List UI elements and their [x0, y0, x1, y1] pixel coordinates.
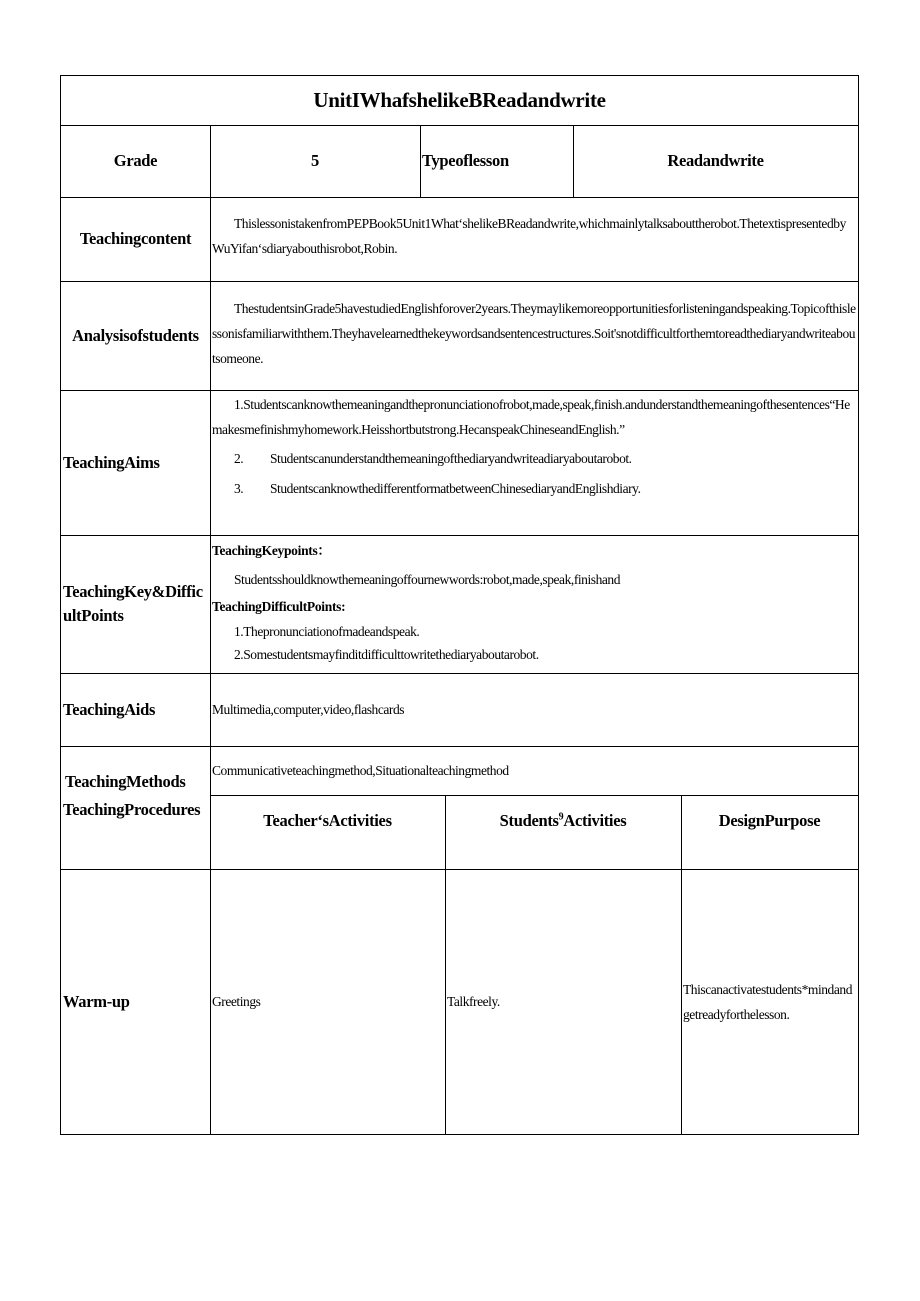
type-value: Readandwrite — [667, 151, 764, 170]
keypoints-text-cell — [210, 535, 859, 674]
aim-item-1 — [212, 392, 856, 442]
warmup-students-text: Talkfreely. — [447, 994, 500, 1009]
key-points-heading: TeachingKeypoints： — [212, 543, 331, 558]
aims-label-cell — [60, 390, 211, 536]
warmup-purpose-cell — [681, 869, 859, 1135]
warmup-purpose-text: Thiscanactivatestudents*mindandgetreadyforthelesson. — [683, 981, 852, 1022]
grade-value: 5 — [311, 151, 319, 170]
key-points-text: Studentsshouldknowthemeaningoffournewwords:robot,made,speak,finishand — [234, 572, 621, 587]
students-activities-sup: 9 — [558, 811, 564, 823]
aim-item-2-text: Studentscanunderstandthemeaningofthediaryandwriteadiaryaboutarobot. — [270, 451, 632, 466]
methods-text-cell — [210, 746, 859, 796]
type-label: Typeoflesson — [422, 151, 509, 170]
content-label: Teachingcontent — [79, 229, 192, 248]
procedures-label: TeachingProcedures — [63, 800, 201, 819]
aids-text: Multimedia,computer,video,flashcards — [212, 702, 405, 717]
students-activities-label-a: Students — [499, 811, 559, 830]
grade-value-cell — [210, 125, 421, 198]
difficult-points-heading: TeachingDifficultPoints: — [212, 599, 346, 614]
lesson-title-text: UnitIWhafshelikeBReadandwrite — [313, 88, 606, 112]
warmup-teacher-cell — [210, 869, 446, 1135]
design-purpose-label: DesignPurpose — [718, 811, 821, 830]
difficult-point-1: 1.Thepronunciationofmadeandspeak. — [234, 624, 420, 639]
students-activities-header — [445, 795, 682, 870]
teacher-activities-label: Teacher‘sActivities — [263, 811, 392, 830]
students-label: Analysisofstudents — [72, 325, 199, 345]
aim-item-3-text: StudentscanknowthedifferentformatbetweenChinesediaryandEnglishdiary. — [270, 481, 641, 496]
procedures-label-cell — [60, 795, 211, 870]
warmup-students-cell — [445, 869, 682, 1135]
students-activities-label — [500, 811, 627, 831]
warmup-label: Warm-up — [63, 991, 130, 1011]
warmup-teacher-text: Greetings — [212, 994, 261, 1009]
aim-item-3-number: 3. — [234, 481, 244, 496]
methods-label-cell — [60, 746, 211, 796]
aim-item-2 — [212, 446, 856, 471]
aim-item-1-text: 1.Studentscanknowthemeaningandthepronunciationofrobot,made,speak,finish.andunderstandthemeaningofthesentences“Hemakesmefinishmyhomework.Heisshortbutstrong.HecanspeakChineseandEnglish.” — [212, 397, 850, 437]
content-label-cell — [60, 197, 211, 282]
keypoints-label-cell — [60, 535, 211, 674]
students-label-cell — [60, 281, 211, 391]
lesson-title — [60, 75, 859, 126]
content-text: ThislessonistakenfromPEPBook5Unit1What‘shelikeBReadandwrite,whichmainlytalksabouttherobot.ThetextispresentedbyWuYifan‘sdiaryabouthisrobot,Robin. — [212, 216, 846, 256]
warmup-label-cell — [60, 869, 211, 1135]
students-activities-label-b: Activities — [563, 811, 627, 830]
methods-label: TeachingMethods — [65, 772, 186, 791]
students-text-cell — [210, 281, 859, 391]
methods-text: Communicativeteachingmethod,Situationalteachingmethod — [212, 763, 509, 778]
type-value-cell — [573, 125, 859, 198]
content-text-cell — [210, 197, 859, 282]
teacher-activities-header — [210, 795, 446, 870]
aids-label-cell — [60, 673, 211, 747]
type-label-cell — [420, 125, 574, 198]
grade-label-cell — [60, 125, 211, 198]
grade-label: Grade — [113, 151, 158, 170]
aims-label: TeachingAims — [63, 452, 160, 472]
students-text: ThestudentsinGrade5havestudiedEnglishforover2years.Theymaylikemoreopportunitiesforlisteningandspeaking.Topicofthislessonisfamiliarwiththem.Theyhavelearnedthekeywordsandsentencestructures.Soit'snotdifficultforthemtoreadthediaryandwriteaboutsomeone. — [212, 301, 856, 366]
aims-text-cell — [210, 390, 859, 536]
design-purpose-header — [681, 795, 859, 870]
difficult-point-2: 2.Somestudentsmayfinditdifficulttowritethediaryaboutarobot. — [234, 647, 539, 662]
keypoints-label: TeachingKey&DifficultPoints — [63, 582, 203, 625]
aids-text-cell — [210, 673, 859, 747]
aim-item-2-number: 2. — [234, 451, 244, 466]
aids-label: TeachingAids — [63, 699, 156, 719]
aim-item-3 — [212, 476, 856, 501]
